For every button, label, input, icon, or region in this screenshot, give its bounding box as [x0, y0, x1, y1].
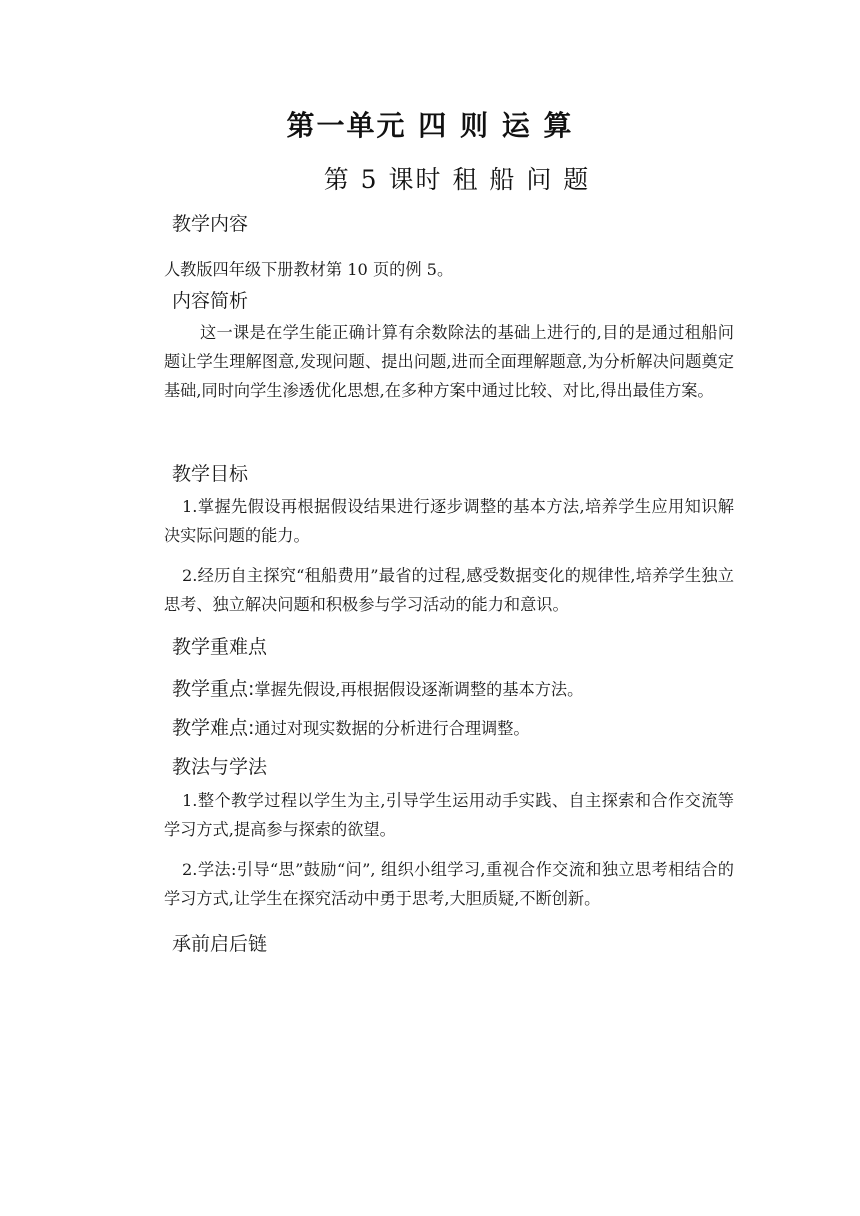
goal-item-1: 1.掌握先假设再根据假设结果进行逐步调整的基本方法,培养学生应用知识解决实际问题的能力。	[164, 497, 734, 545]
method-item-2: 2.学法:引导“思”鼓励“问”, 组织小组学习,重视合作交流和独立思考相结合的学习方式,让学生在探究活动中勇于思考,大胆质疑,不断创新。	[164, 860, 734, 908]
section-heading-methods: 教法与学法	[172, 756, 268, 778]
difficulty-line	[172, 713, 530, 740]
goal-item-2: 2.经历自主探究“租船费用”最省的过程,感受数据变化的规律性,培养学生独立思考、独立解决问题和积极参与学习活动的能力和意识。	[164, 566, 734, 614]
analysis-paragraph: 这一课是在学生能正确计算有余数除法的基础上进行的,目的是通过租船问题让学生理解图意,发现问题、提出问题,进而全面理解题意,为分析解决问题奠定基础,同时向学生渗透优化思想,在多种方案中通过比较、对比,得出最佳方案。	[164, 323, 734, 400]
key-point-line	[172, 674, 583, 701]
difficulty-text: 通过对现实数据的分析进行合理调整。	[254, 719, 530, 738]
key-point-text: 掌握先假设,再根据假设逐渐调整的基本方法。	[254, 680, 584, 699]
section-heading-content: 教学内容	[172, 213, 249, 235]
section-heading-analysis: 内容简析	[172, 290, 249, 312]
document-title: 第一单元 四 则 运 算	[286, 109, 574, 142]
section-heading-key-points: 教学重难点	[172, 636, 268, 658]
section-heading-goals: 教学目标	[172, 463, 249, 485]
content-text: 人教版四年级下册教材第 10 页的例 5。	[164, 260, 454, 279]
method-item-1: 1.整个教学过程以学生为主,引导学生运用动手实践、自主探索和合作交流等学习方式,提高参与探索的欲望。	[164, 791, 734, 839]
key-point-label: 教学重点:	[172, 678, 255, 700]
section-heading-links: 承前启后链	[172, 933, 268, 955]
difficulty-label: 教学难点:	[172, 717, 255, 739]
lesson-subtitle: 第 5 课时 租 船 问 题	[323, 165, 591, 194]
